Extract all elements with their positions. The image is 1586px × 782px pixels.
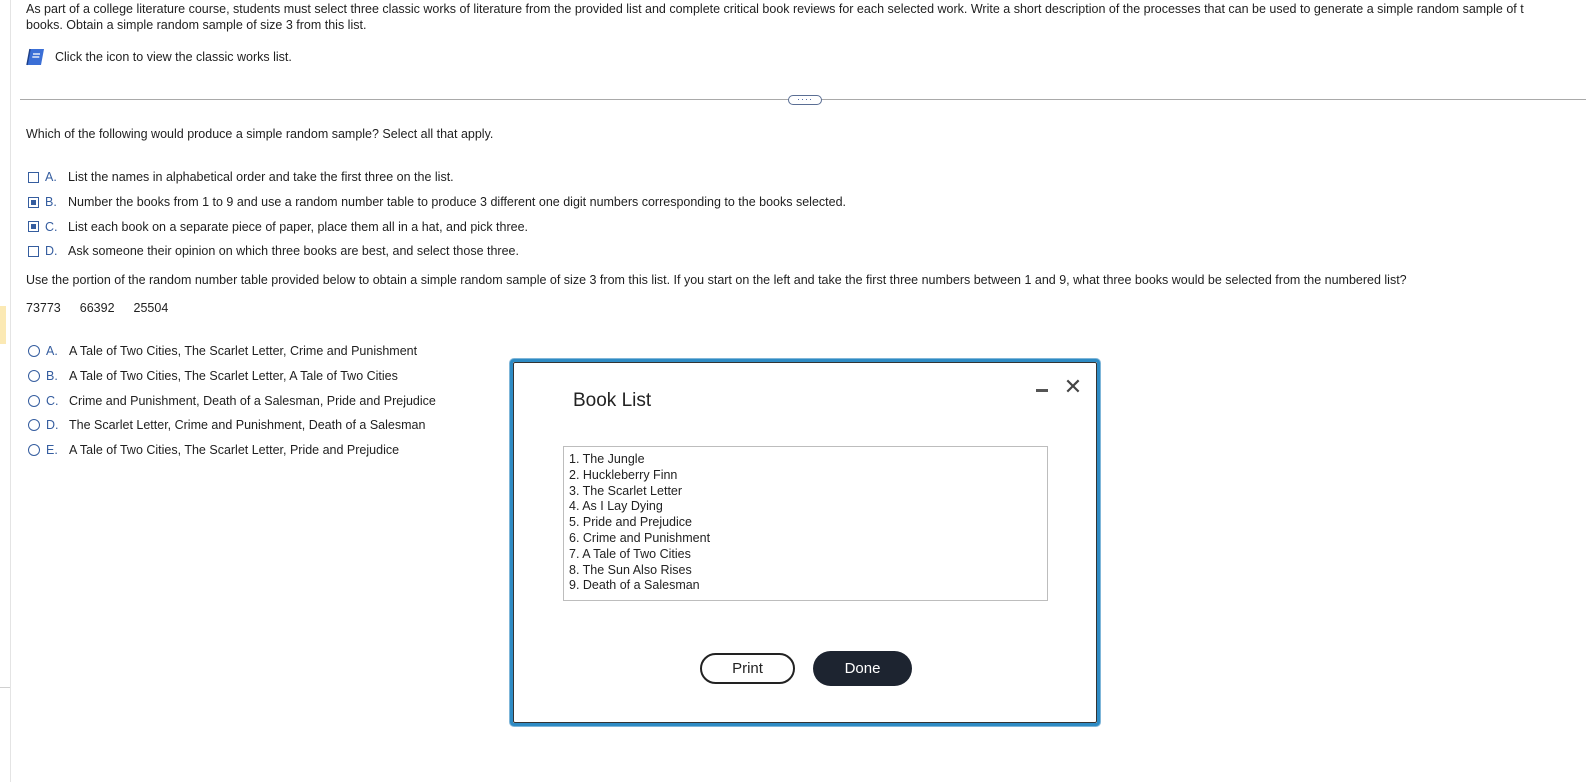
left-panel-tick bbox=[0, 687, 10, 688]
random-number: 73773 bbox=[26, 301, 61, 315]
option-text: List each book on a separate piece of paper, place them all in a hat, and pick three. bbox=[68, 219, 529, 234]
dialog-title: Book List bbox=[573, 390, 652, 411]
book-list-item: 6. Crime and Punishment bbox=[569, 530, 711, 545]
option-letter: D. bbox=[45, 244, 58, 259]
random-number-table bbox=[26, 301, 168, 315]
print-button[interactable]: Print bbox=[700, 653, 795, 684]
option-text: Number the books from 1 to 9 and use a random number table to produce 3 different one digit numbers corresponding to the books selected. bbox=[68, 195, 847, 210]
intro-line-2: books. Obtain a simple random sample of size 3 from this list. bbox=[26, 18, 367, 32]
option-text: List the names in alphabetical order and take the first three on the list. bbox=[68, 170, 454, 185]
radio-c[interactable] bbox=[28, 395, 40, 407]
checkbox-a[interactable] bbox=[28, 172, 39, 183]
book-list-item: 3. The Scarlet Letter bbox=[569, 483, 683, 498]
option-letter: C. bbox=[45, 219, 58, 234]
book-icon[interactable] bbox=[26, 48, 46, 66]
view-book-list-text[interactable]: Click the icon to view the classic works list. bbox=[55, 50, 292, 64]
checkbox-c[interactable] bbox=[28, 221, 39, 232]
option-e-radio-row[interactable] bbox=[28, 438, 436, 463]
option-c-checkbox-row[interactable] bbox=[28, 214, 846, 239]
minimize-icon[interactable] bbox=[1035, 382, 1049, 396]
book-list-item: 1. The Jungle bbox=[569, 452, 645, 466]
question-intro bbox=[26, 1, 1586, 33]
radio-d[interactable] bbox=[28, 419, 40, 431]
random-number: 25504 bbox=[133, 301, 169, 315]
view-book-list-link[interactable] bbox=[26, 48, 292, 66]
option-text: A Tale of Two Cities, The Scarlet Letter, A Tale of Two Cities bbox=[69, 369, 398, 384]
radio-e[interactable] bbox=[28, 444, 40, 456]
option-letter: E. bbox=[46, 443, 58, 458]
question-2-options bbox=[28, 339, 436, 462]
book-list-item: 2. Huckleberry Finn bbox=[569, 467, 678, 482]
question-1-prompt: Which of the following would produce a simple random sample? Select all that apply. bbox=[26, 127, 494, 141]
option-text: The Scarlet Letter, Crime and Punishment, Death of a Salesman bbox=[69, 418, 426, 433]
question-1-options bbox=[28, 165, 846, 264]
radio-a[interactable] bbox=[28, 345, 40, 357]
question-2-prompt: Use the portion of the random number table provided below to obtain a simple random sample of size 3 from this list. If you start on the left and take the first three numbers between 1 and 9, what three books would be selected from the numbered list? bbox=[26, 273, 1407, 287]
book-list-item: 7. A Tale of Two Cities bbox=[569, 546, 691, 561]
checkbox-b[interactable] bbox=[28, 197, 39, 208]
done-button[interactable]: Done bbox=[813, 651, 912, 686]
option-text: Ask someone their opinion on which three books are best, and select those three. bbox=[68, 244, 519, 259]
option-b-checkbox-row[interactable] bbox=[28, 190, 846, 215]
radio-b[interactable] bbox=[28, 370, 40, 382]
option-letter: B. bbox=[45, 195, 57, 210]
book-list bbox=[563, 446, 1048, 601]
book-list-item: 9. Death of a Salesman bbox=[569, 578, 700, 593]
option-text: A Tale of Two Cities, The Scarlet Letter, Pride and Prejudice bbox=[69, 443, 400, 458]
option-letter: B. bbox=[46, 369, 58, 384]
option-letter: D. bbox=[46, 418, 59, 433]
intro-line-1: As part of a college literature course, students must select three classic works of literature from the provided list and complete critical book reviews for each selected work. Write a short description of the processes that can be used to generate a simple random sample of t bbox=[26, 2, 1524, 16]
option-d-radio-row[interactable] bbox=[28, 413, 436, 438]
left-panel-marker bbox=[0, 306, 6, 344]
book-list-item: 8. The Sun Also Rises bbox=[569, 562, 692, 577]
option-c-radio-row[interactable] bbox=[28, 388, 436, 413]
option-a-checkbox-row[interactable] bbox=[28, 165, 846, 190]
book-list-dialog bbox=[510, 359, 1100, 726]
book-list-item: 4. As I Lay Dying bbox=[569, 499, 663, 514]
option-text: A Tale of Two Cities, The Scarlet Letter, Crime and Punishment bbox=[69, 344, 418, 359]
random-number: 66392 bbox=[79, 301, 115, 315]
expand-more-button[interactable]: ···· bbox=[788, 95, 822, 105]
left-panel-border bbox=[10, 0, 11, 782]
option-b-radio-row[interactable] bbox=[28, 364, 436, 389]
book-list-item: 5. Pride and Prejudice bbox=[569, 515, 692, 530]
option-text: Crime and Punishment, Death of a Salesman, Pride and Prejudice bbox=[69, 393, 436, 408]
close-icon[interactable]: ✕ bbox=[1063, 374, 1083, 399]
option-letter: A. bbox=[46, 344, 58, 359]
option-d-checkbox-row[interactable] bbox=[28, 239, 846, 264]
option-letter: C. bbox=[46, 393, 59, 408]
option-letter: A. bbox=[45, 170, 57, 185]
checkbox-d[interactable] bbox=[28, 246, 39, 257]
option-a-radio-row[interactable] bbox=[28, 339, 436, 364]
